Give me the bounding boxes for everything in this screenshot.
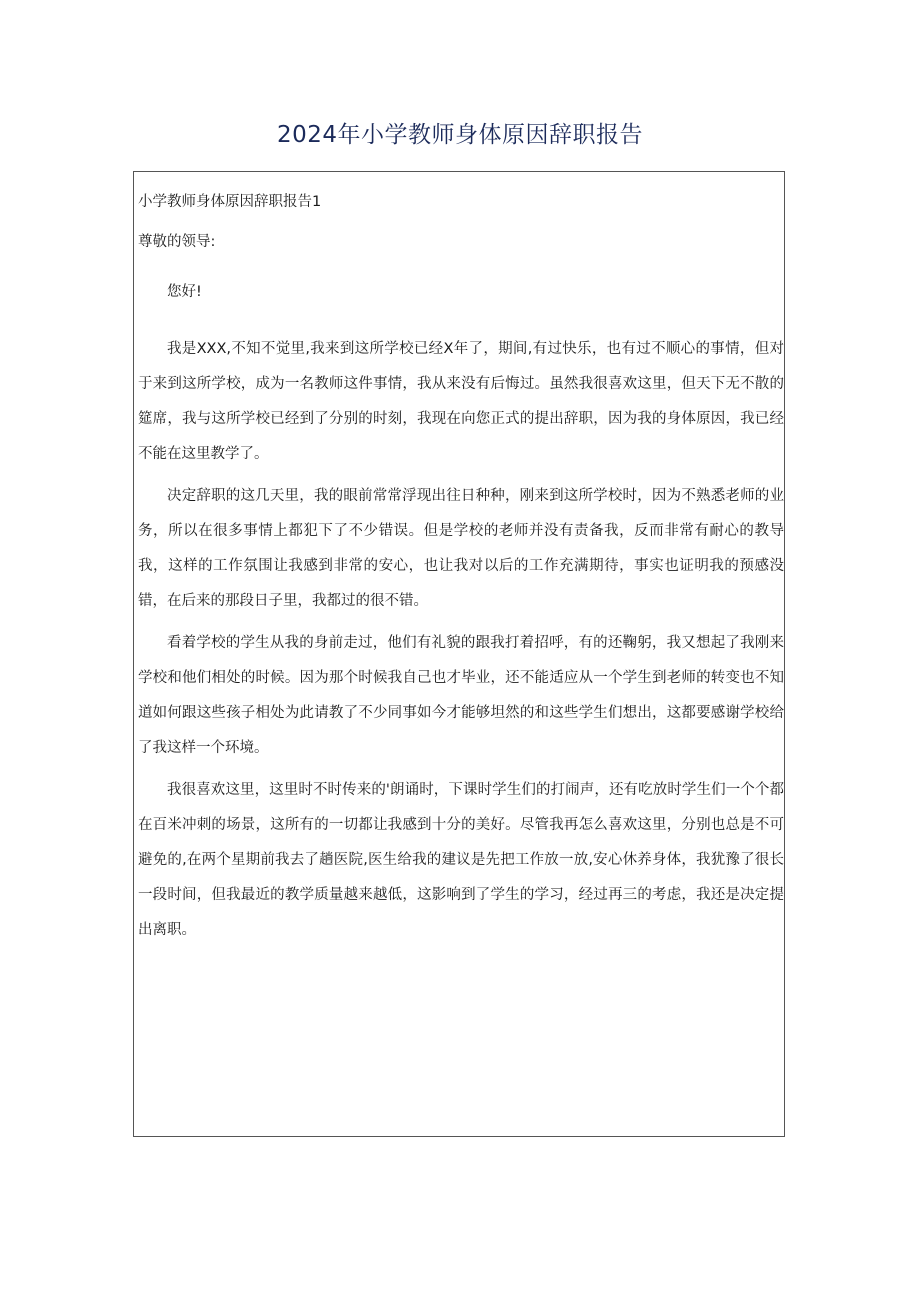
paragraph-2: 决定辞职的这几天里，我的眼前常常浮现出往日种种，刚来到这所学校时，因为不熟悉老师的业务，所以在很多事情上都犯下了不少错误。但是学校的老师并没有责备我，反而非常有耐心的教导我，这样的工作氛围让我感到非常的安心，也让我对以后的工作充满期待，事实也证明我的预感没错，在后来的那段日子里，我都过的很不错。 [138, 488, 784, 609]
paragraph-1: 我是XXX,不知不觉里,我来到这所学校已经X年了，期间,有过快乐，也有过不顺心的事情，但对于来到这所学校，成为一名教师这件事情，我从来没有后悔过。虽然我很喜欢这里，但天下无不散的筵席，我与这所学校已经到了分别的时刻，我现在向您正式的提出辞职，因为我的身体原因，我已经不能在这里教学了。 [138, 341, 784, 462]
paragraph-3: 看着学校的学生从我的身前走过，他们有礼貌的跟我打着招呼，有的还鞠躬，我又想起了我刚来学校和他们相处的时候。因为那个时候我自己也才毕业，还不能适应从一个学生到老师的转变也不知道如何跟这些孩子相处为此请教了不少同事如今才能够坦然的和这些学生们想出，这都要感谢学校给了我这样一个环境。 [138, 635, 784, 756]
salutation: 尊敬的领导: [138, 234, 216, 250]
document-title: 2024年小学教师身体原因辞职报告 [276, 122, 644, 148]
greeting: 您好! [167, 284, 202, 300]
paragraph-4: 我很喜欢这里，这里时不时传来的'朗诵时，下课时学生们的打闹声，还有吃放时学生们一个个都在百米冲刺的场景，这所有的一切都让我感到十分的美好。尽管我再怎么喜欢这里，分别也总是不可避免的,在两个星期前我去了趟医院,医生给我的建议是先把工作放一放,安心休养身体，我犹豫了很长一段时间，但我最近的教学质量越来越低，这影响到了学生的学习，经过再三的考虑，我还是决定提出离职。 [138, 782, 784, 938]
section-heading: 小学教师身体原因辞职报告1 [138, 194, 322, 210]
document-body [138, 192, 786, 955]
content-frame [133, 171, 785, 1137]
